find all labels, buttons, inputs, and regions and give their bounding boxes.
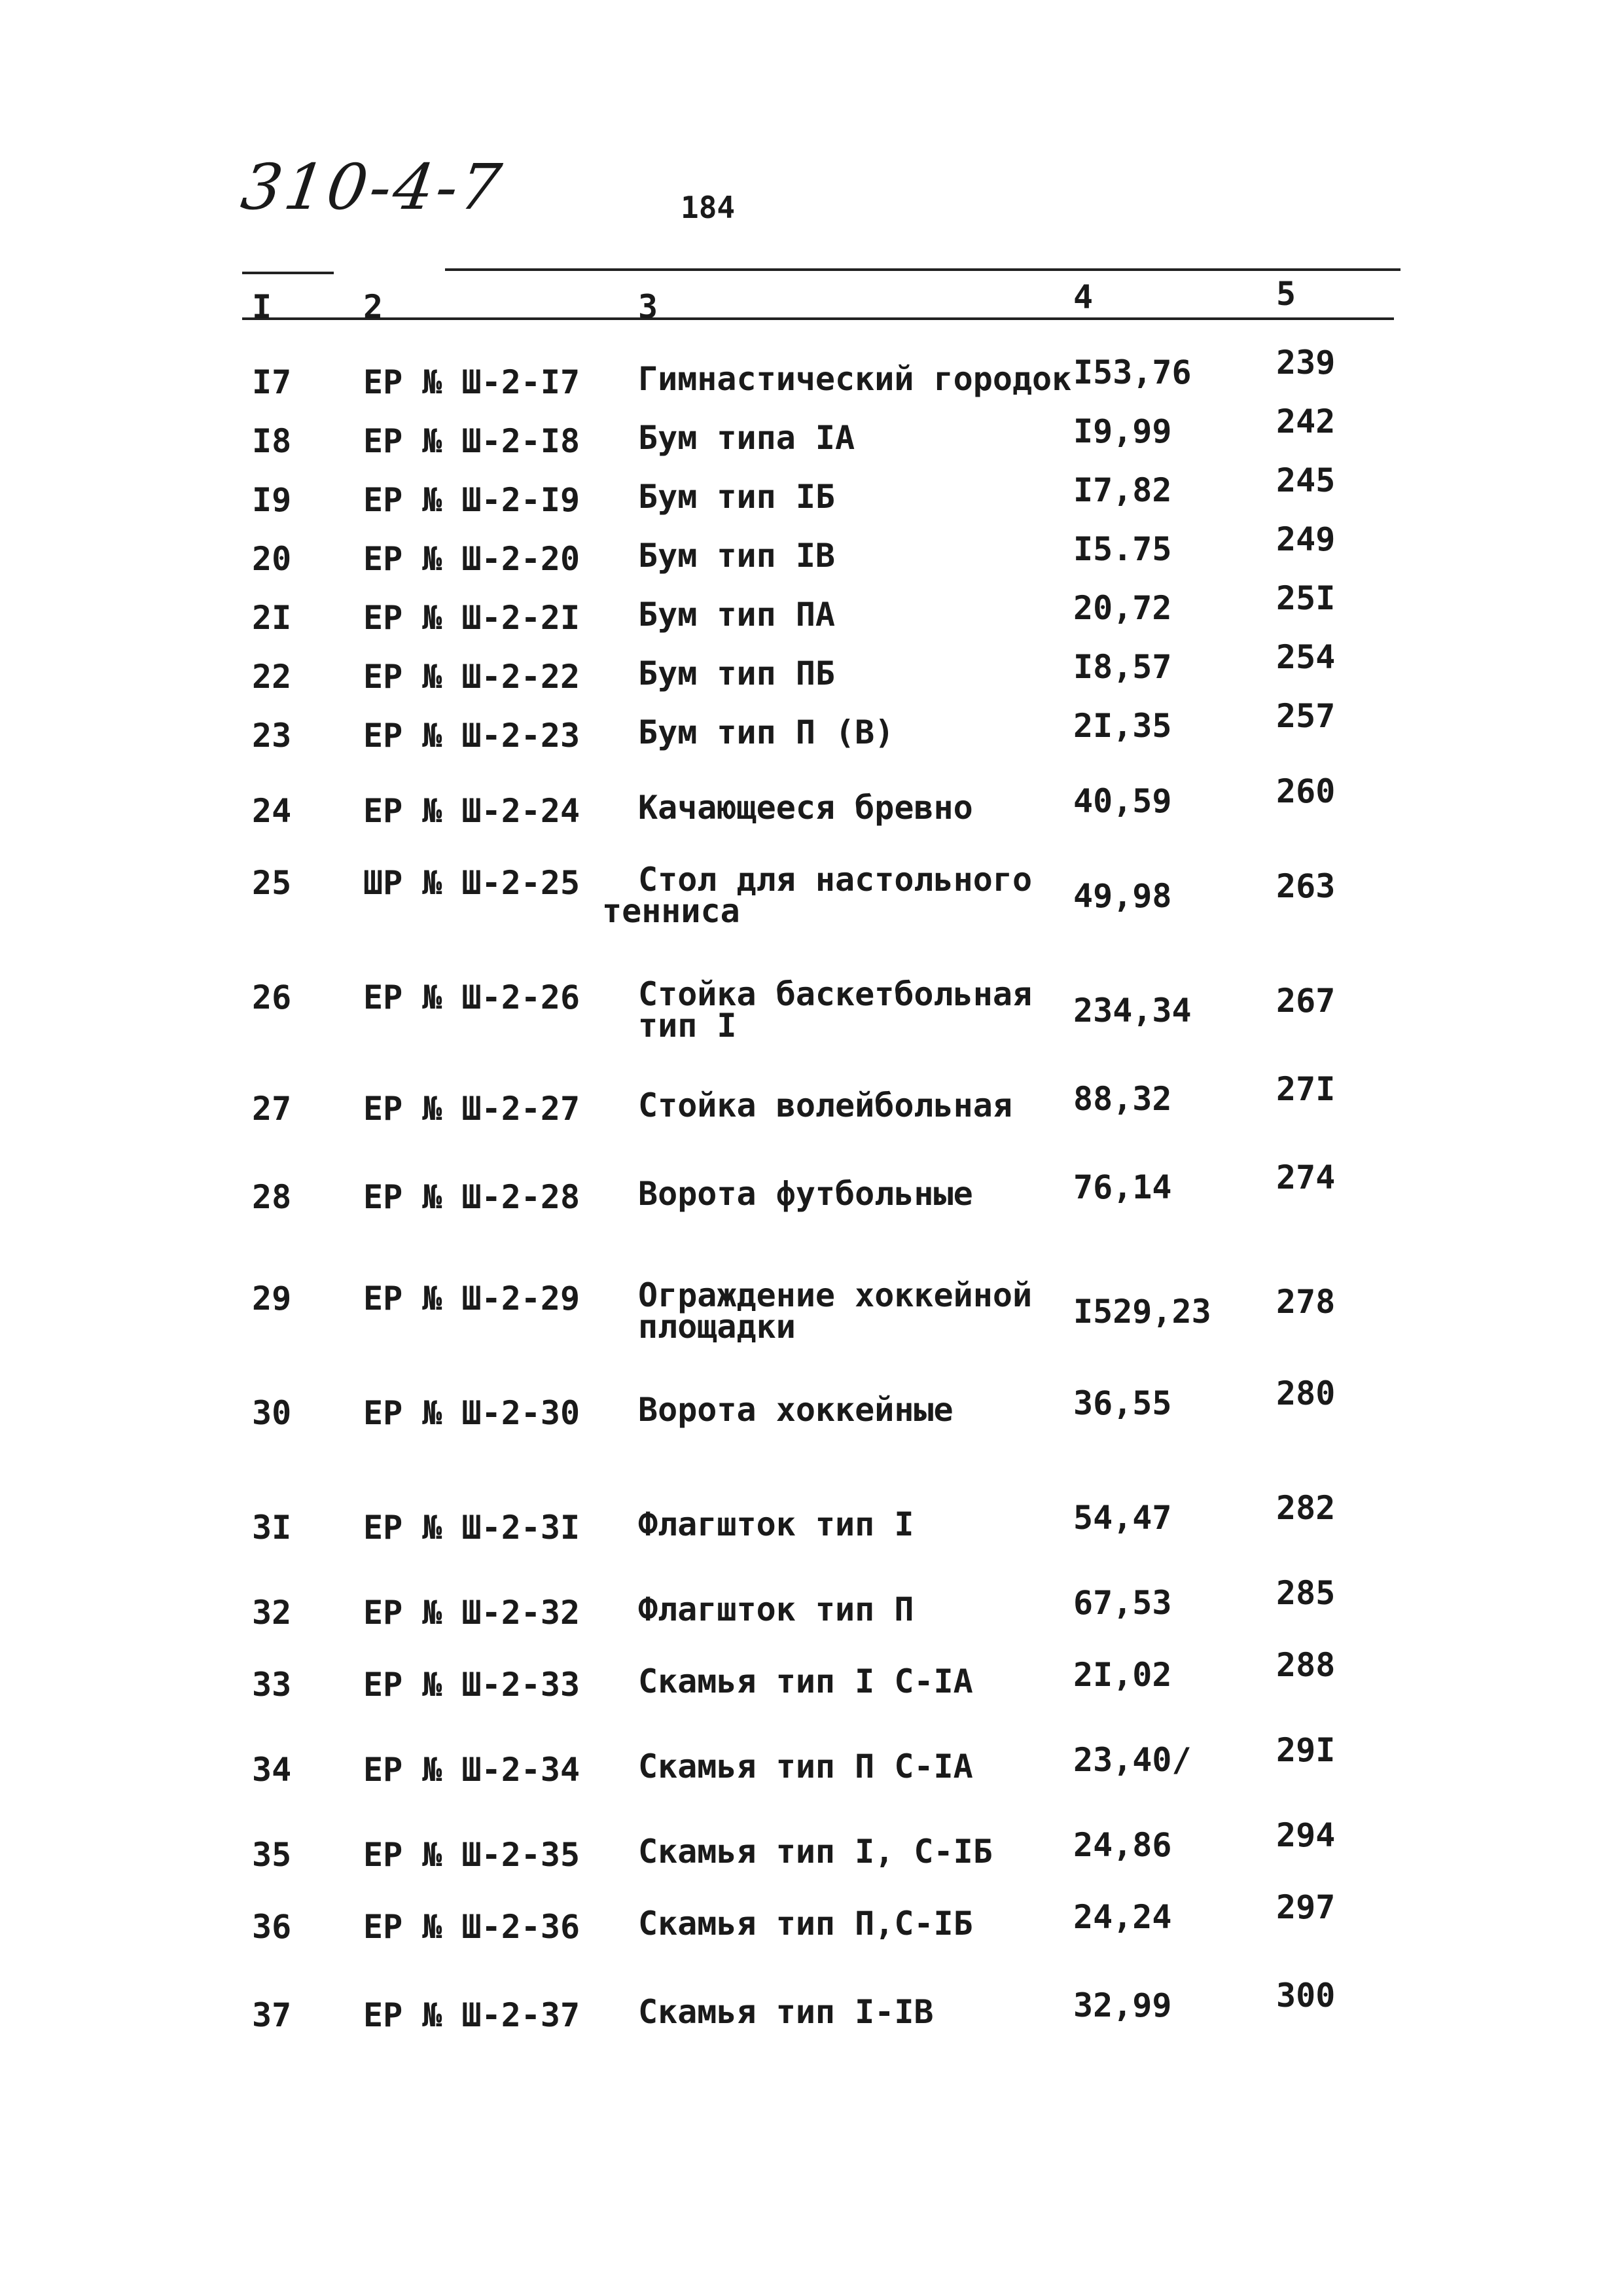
row-reference: ЕР № Ш-2-33 <box>363 1666 580 1704</box>
row-reference: ШР № Ш-2-25 <box>363 864 580 902</box>
row-value: 49,98 <box>1073 877 1172 915</box>
row-page: 274 <box>1276 1158 1336 1196</box>
row-name-line-2: тенниса <box>602 892 740 930</box>
row-number: 2I <box>252 599 292 637</box>
row-reference: ЕР № Ш-2-26 <box>363 978 580 1016</box>
row-reference: ЕР № Ш-2-34 <box>363 1751 580 1789</box>
row-name-line-1: Бум тип IВ <box>638 537 836 575</box>
row-reference: ЕР № Ш-2-35 <box>363 1836 580 1874</box>
row-reference: ЕР № Ш-2-3I <box>363 1509 580 1547</box>
header-rule-bottom <box>242 317 1394 320</box>
row-name <box>638 1391 954 1429</box>
row-page: 280 <box>1276 1374 1336 1412</box>
row-value: I9,99 <box>1073 412 1172 450</box>
row-value: I529,23 <box>1073 1293 1211 1331</box>
row-name <box>638 1993 934 2031</box>
row-number: I9 <box>252 481 292 519</box>
row-name-line-1: Стойка баскетбольная <box>638 975 1033 1013</box>
row-name <box>638 478 836 516</box>
row-reference: ЕР № Ш-2-20 <box>363 540 580 578</box>
row-page: 25I <box>1276 579 1336 617</box>
row-name-line-1: Бум типа IА <box>638 419 855 457</box>
row-page: 242 <box>1276 403 1336 440</box>
row-name <box>638 596 836 634</box>
row-value: 76,14 <box>1073 1168 1172 1206</box>
row-page: 294 <box>1276 1816 1336 1854</box>
row-name-line-2: тип I <box>638 1007 737 1045</box>
row-name <box>638 975 1033 1045</box>
row-page: 267 <box>1276 982 1336 1020</box>
row-name <box>638 789 973 827</box>
row-value: 23,40/ <box>1073 1741 1192 1779</box>
row-reference: ЕР № Ш-2-I7 <box>363 363 580 401</box>
row-name <box>602 861 1033 930</box>
row-value: I7,82 <box>1073 471 1172 509</box>
row-name <box>638 1276 1033 1346</box>
row-name-line-1: Ограждение хоккейной <box>638 1276 1033 1314</box>
row-number: I8 <box>252 422 292 460</box>
row-reference: ЕР № Ш-2-22 <box>363 658 580 696</box>
row-name <box>638 360 1072 398</box>
row-name-line-1: Ворота хоккейные <box>638 1391 954 1429</box>
row-number: 23 <box>252 717 292 755</box>
row-page: 249 <box>1276 520 1336 558</box>
row-value: 20,72 <box>1073 589 1172 627</box>
row-name-line-1: Скамья тип I, С-IБ <box>638 1833 993 1871</box>
row-page: 257 <box>1276 697 1336 735</box>
row-page: 285 <box>1276 1574 1336 1612</box>
row-reference: ЕР № Ш-2-27 <box>363 1090 580 1128</box>
row-name-line-1: Бум тип П (В) <box>638 713 895 751</box>
row-reference: ЕР № Ш-2-24 <box>363 792 580 830</box>
row-value: 234,34 <box>1073 992 1192 1030</box>
row-number: 34 <box>252 1751 292 1789</box>
row-name <box>638 1590 914 1628</box>
row-page: 263 <box>1276 867 1336 905</box>
row-name <box>638 713 895 751</box>
row-number: 26 <box>252 978 292 1016</box>
row-value: 2I,35 <box>1073 707 1172 745</box>
row-name-line-2: площадки <box>638 1308 796 1346</box>
row-name-line-1: Скамья тип П С-IА <box>638 1748 973 1785</box>
row-reference: ЕР № Ш-2-I8 <box>363 422 580 460</box>
row-name <box>638 419 855 457</box>
row-page: 300 <box>1276 1977 1336 2015</box>
row-page: 260 <box>1276 772 1336 810</box>
row-page: 278 <box>1276 1283 1336 1321</box>
row-number: 25 <box>252 864 292 902</box>
row-number: 35 <box>252 1836 292 1874</box>
row-page: 297 <box>1276 1888 1336 1926</box>
row-number: 30 <box>252 1394 292 1432</box>
row-value: 67,53 <box>1073 1584 1172 1622</box>
row-name-line-1: Флагшток тип I <box>638 1505 914 1543</box>
row-number: 37 <box>252 1996 292 2034</box>
row-value: 32,99 <box>1073 1986 1172 2024</box>
row-name-line-1: Флагшток тип П <box>638 1590 914 1628</box>
row-reference: ЕР № Ш-2-29 <box>363 1280 580 1318</box>
column-header-4: 4 <box>1073 278 1094 316</box>
row-number: 27 <box>252 1090 292 1128</box>
row-name-line-1: Ворота футбольные <box>638 1175 973 1213</box>
row-name <box>638 1662 973 1700</box>
row-name <box>638 1505 914 1543</box>
row-page: 245 <box>1276 461 1336 499</box>
row-name-line-1: Скамья тип П,С-IБ <box>638 1905 973 1943</box>
row-reference: ЕР № Ш-2-2I <box>363 599 580 637</box>
row-page: 27I <box>1276 1070 1336 1108</box>
row-number: 33 <box>252 1666 292 1704</box>
column-header-2: 2 <box>363 288 383 326</box>
row-reference: ЕР № Ш-2-28 <box>363 1178 580 1216</box>
row-reference: ЕР № Ш-2-32 <box>363 1594 580 1632</box>
page-number: 184 <box>681 190 736 225</box>
row-name-line-1: Скамья тип I С-IА <box>638 1662 973 1700</box>
column-header-5: 5 <box>1276 275 1296 313</box>
row-reference: ЕР № Ш-2-23 <box>363 717 580 755</box>
row-value: 2I,02 <box>1073 1656 1172 1694</box>
row-number: 24 <box>252 792 292 830</box>
row-name-line-1: Гимнастический городок <box>638 360 1072 398</box>
row-name <box>638 1175 973 1213</box>
row-name <box>638 1905 973 1943</box>
row-name <box>638 1833 993 1871</box>
row-page: 282 <box>1276 1489 1336 1527</box>
row-value: 24,86 <box>1073 1826 1172 1864</box>
row-name-line-1: Бум тип ПБ <box>638 655 836 692</box>
row-number: I7 <box>252 363 292 401</box>
document-code: 310-4-7 <box>237 151 508 224</box>
row-name-line-1: Бум тип ПА <box>638 596 836 634</box>
row-page: 254 <box>1276 638 1336 676</box>
header-rule-left <box>242 272 334 274</box>
row-value: 36,55 <box>1073 1384 1172 1422</box>
row-reference: ЕР № Ш-2-37 <box>363 1996 580 2034</box>
row-number: 3I <box>252 1509 292 1547</box>
row-number: 22 <box>252 658 292 696</box>
row-name <box>638 655 836 692</box>
row-name-line-1: Стол для настольного <box>638 861 1033 899</box>
row-value: 24,24 <box>1073 1898 1172 1936</box>
row-name-line-1: Скамья тип I-IВ <box>638 1993 934 2031</box>
row-reference: ЕР № Ш-2-I9 <box>363 481 580 519</box>
row-number: 32 <box>252 1594 292 1632</box>
row-value: 88,32 <box>1073 1080 1172 1118</box>
row-value: I5.75 <box>1073 530 1172 568</box>
row-number: 36 <box>252 1908 292 1946</box>
row-number: 20 <box>252 540 292 578</box>
row-number: 28 <box>252 1178 292 1216</box>
row-page: 288 <box>1276 1646 1336 1684</box>
row-value: 54,47 <box>1073 1499 1172 1537</box>
row-value: 40,59 <box>1073 782 1172 820</box>
row-name-line-1: Бум тип IБ <box>638 478 836 516</box>
row-name <box>638 537 836 575</box>
row-name <box>638 1086 1012 1124</box>
row-name <box>638 1748 973 1785</box>
row-name-line-1: Качающееся бревно <box>638 789 973 827</box>
row-page: 239 <box>1276 344 1336 382</box>
header-rule-right <box>445 268 1400 271</box>
row-value: I53,76 <box>1073 353 1192 391</box>
row-name-line-1: Стойка волейбольная <box>638 1086 1012 1124</box>
row-value: I8,57 <box>1073 648 1172 686</box>
row-reference: ЕР № Ш-2-30 <box>363 1394 580 1432</box>
column-header-3: 3 <box>638 288 658 326</box>
row-number: 29 <box>252 1280 292 1318</box>
row-reference: ЕР № Ш-2-36 <box>363 1908 580 1946</box>
column-header-1: I <box>252 288 272 326</box>
row-page: 29I <box>1276 1731 1336 1769</box>
